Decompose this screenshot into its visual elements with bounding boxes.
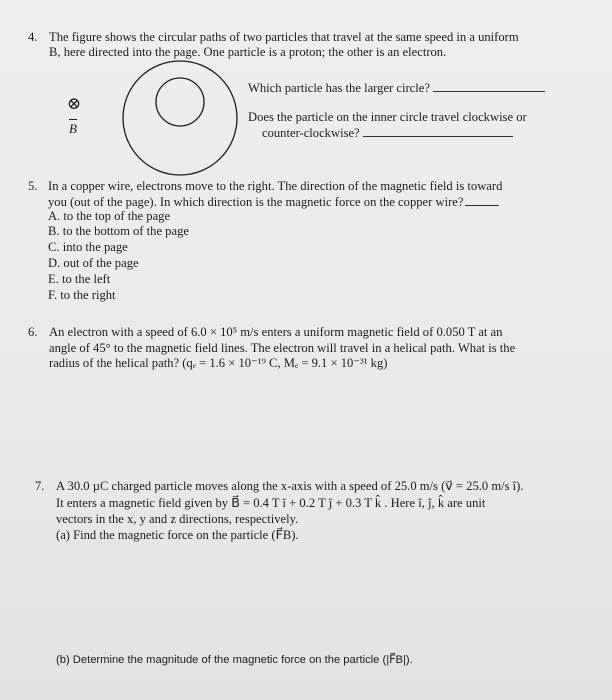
q5-answer-line[interactable]	[465, 194, 499, 206]
q7-text-line1: A 30.0 µC charged particle moves along the x-axis with a speed of 25.0 m/s (v⃗ = 25.0 m/s î).	[56, 479, 524, 493]
q4-answer-line-direction[interactable]	[363, 125, 513, 137]
q5-option-d: D. out of the page	[48, 256, 139, 270]
q5-option-b: B. to the bottom of the page	[48, 224, 189, 238]
q7-part-b: (b) Determine the magnitude of the magnetic force on the particle (|F⃗B|).	[56, 654, 413, 666]
field-into-page-icon: ⊗	[66, 94, 82, 113]
q5-option-c: C. into the page	[48, 240, 128, 254]
q4-prompt-direction-2: counter-clockwise?	[262, 125, 513, 141]
q6-text-line2: angle of 45° to the magnetic field lines. The electron will travel in a helical path. What is the	[49, 341, 516, 355]
q4-answer-line-larger[interactable]	[433, 80, 545, 92]
inner-path-circle	[156, 78, 204, 126]
q5-option-f: F. to the right	[48, 288, 116, 302]
q4-prompt-larger: Which particle has the larger circle?	[248, 80, 545, 96]
q5-number: 5.	[28, 179, 38, 193]
q4-prompt-direction-1: Does the particle on the inner circle travel clockwise or	[248, 110, 527, 124]
q7-text-line2: It enters a magnetic field given by B⃗ = 0.4 T î + 0.2 T ĵ + 0.3 T k̂ . Here î, ĵ, k̂ are unit	[56, 496, 486, 510]
q6-text-line1: An electron with a speed of 6.0 × 10⁵ m/s enters a uniform magnetic field of 0.050 T at an	[49, 325, 503, 339]
q5-option-a: A. to the top of the page	[48, 209, 171, 223]
q5-text-line1: In a copper wire, electrons move to the right. The direction of the magnetic field is toward	[48, 179, 503, 193]
q7-part-a: (a) Find the magnetic force on the particle (F⃗B).	[56, 528, 299, 542]
q4-number: 4.	[28, 30, 38, 44]
q4-text-line2: B, here directed into the page. One particle is a proton; the other is an electron.	[49, 45, 447, 59]
q5-text-line2: you (out of the page). In which direction is the magnetic force on the copper wire?	[48, 194, 499, 210]
q7-text-line3: vectors in the x, y and z directions, respectively.	[56, 512, 299, 526]
concentric-paths-figure	[120, 58, 240, 178]
q6-number: 6.	[28, 325, 38, 339]
q6-text-line3: radius of the helical path? (qₑ = 1.6 × 10⁻¹⁹ C, Mₑ = 9.1 × 10⁻³¹ kg)	[49, 356, 388, 370]
q5-option-e: E. to the left	[48, 272, 111, 286]
q4-text-line1: The figure shows the circular paths of two particles that travel at the same speed in a uniform	[49, 30, 519, 44]
field-b-label: B	[69, 121, 77, 136]
q7-number: 7.	[35, 479, 45, 493]
